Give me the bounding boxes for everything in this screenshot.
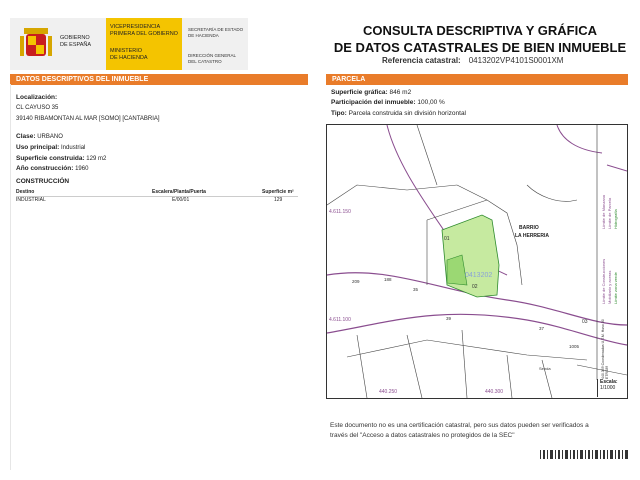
- table-header-superficie: Superficie m²: [262, 189, 294, 195]
- secretary: SECRETARÍA DE ESTADO DE HACIENDA: [188, 27, 244, 38]
- descriptive-panel: [10, 84, 311, 470]
- map-scale: Escala: 1/1000: [597, 379, 627, 397]
- street-num-35: 35: [413, 287, 419, 292]
- section-header-descriptive: DATOS DESCRIPTIVOS DEL INMUEBLE: [10, 74, 308, 85]
- table-row-superficie: 129: [274, 197, 283, 203]
- cadastral-map[interactable]: [326, 124, 628, 399]
- use-row: Uso principal: Industrial: [16, 144, 86, 151]
- ministry-bottom: MINISTERIO DE HACIENDA: [110, 48, 148, 61]
- barcode-icon: [540, 450, 630, 459]
- street-num-1005: 1005: [569, 344, 580, 349]
- table-header-escalera: Escalera/Planta/Puerta: [152, 189, 206, 195]
- page-title: CONSULTA DESCRIPTIVA Y GRÁFICA DE DATOS CATASTRALES DE BIEN INMUEBLE: [333, 23, 627, 55]
- table-header-destino: Destino: [16, 189, 35, 195]
- plot-label-02: 02: [472, 284, 478, 290]
- year-row: Año construcción: 1960: [16, 165, 89, 172]
- legend-item-2: Límite de Parcela: [607, 197, 612, 229]
- street-num-39: 39: [446, 316, 452, 321]
- legend-item-5: Límite zona verde: [613, 272, 618, 304]
- coord-label-x1: 440.250: [379, 389, 398, 395]
- parcel-ref-label: 0413202: [465, 272, 493, 279]
- section-header-parcela: PARCELA: [326, 74, 628, 85]
- coord-label-x2: 440.300: [485, 389, 504, 395]
- street-num-37: 37: [539, 326, 545, 331]
- street-num-209: 209: [352, 279, 360, 284]
- built-area-row: Superficie construida: 129 m2: [16, 155, 107, 162]
- coordinates-note: 440.369 Coordenadas U.T.M. Huso 30 ETRS89: [601, 319, 609, 379]
- footer-note: Este documento no es una certificación catastral, pero sus datos pueden ser verificados a través del "Acceso a datos catastrales no protegidos de la SEC": [330, 422, 589, 439]
- location-line1: CL CAYUSO 35: [16, 105, 59, 111]
- type-row: Tipo: Parcela construida sin división horizontal: [331, 110, 467, 117]
- location-line2: 39140 RIBAMONTAN AL MAR [SOMO] [CANTABRIA]: [16, 116, 160, 122]
- legend-item-6: Hidrografía: [613, 209, 618, 229]
- ministry-box: [106, 18, 182, 70]
- class-row: Clase: URBANO: [16, 133, 63, 140]
- plot-label-03: 03: [582, 319, 588, 325]
- participation-row: Participación del inmueble: 100,00 %: [331, 99, 445, 106]
- ministry-top: VICEPRESIDENCIA PRIMERA DEL GOBIERNO: [110, 24, 178, 37]
- map-drawing: [327, 125, 627, 398]
- coat-of-arms-icon: [16, 24, 56, 64]
- legend-item-1: Límite de Manzana: [601, 194, 606, 229]
- legend-item-3: Límite de Construcciones: [601, 258, 606, 304]
- graphic-area-row: Superficie gráfica: 846 m2: [331, 89, 412, 96]
- construction-title: CONSTRUCCIÓN: [16, 178, 70, 185]
- location-label: Localización:: [16, 94, 58, 101]
- street-num-188: 188: [384, 277, 392, 282]
- table-row-destino: INDUSTRIAL: [16, 197, 46, 203]
- plot-label-01: 01: [444, 236, 450, 242]
- table-row-escalera: E/00/01: [172, 197, 190, 203]
- map-legend: [599, 129, 625, 379]
- coord-label-y1: 4.611.150: [329, 209, 351, 215]
- barrio-label-1: BARRIO: [519, 225, 539, 231]
- small-map-label: Senda: [539, 366, 551, 371]
- directorate: DIRECCIÓN GENERAL DEL CATASTRO: [188, 53, 237, 64]
- header: [0, 0, 640, 70]
- legend-item-4: Mobiliario y aceras: [607, 270, 612, 304]
- gov-name: GOBIERNO DE ESPAÑA: [60, 35, 92, 48]
- table-divider: [16, 196, 298, 197]
- coord-label-y2: 4.611.100: [329, 317, 351, 323]
- barrio-label-2: LA HERRERIA: [515, 233, 549, 239]
- cadastral-reference: Referencia catastral: 0413202VP4101S0001XM: [382, 56, 564, 65]
